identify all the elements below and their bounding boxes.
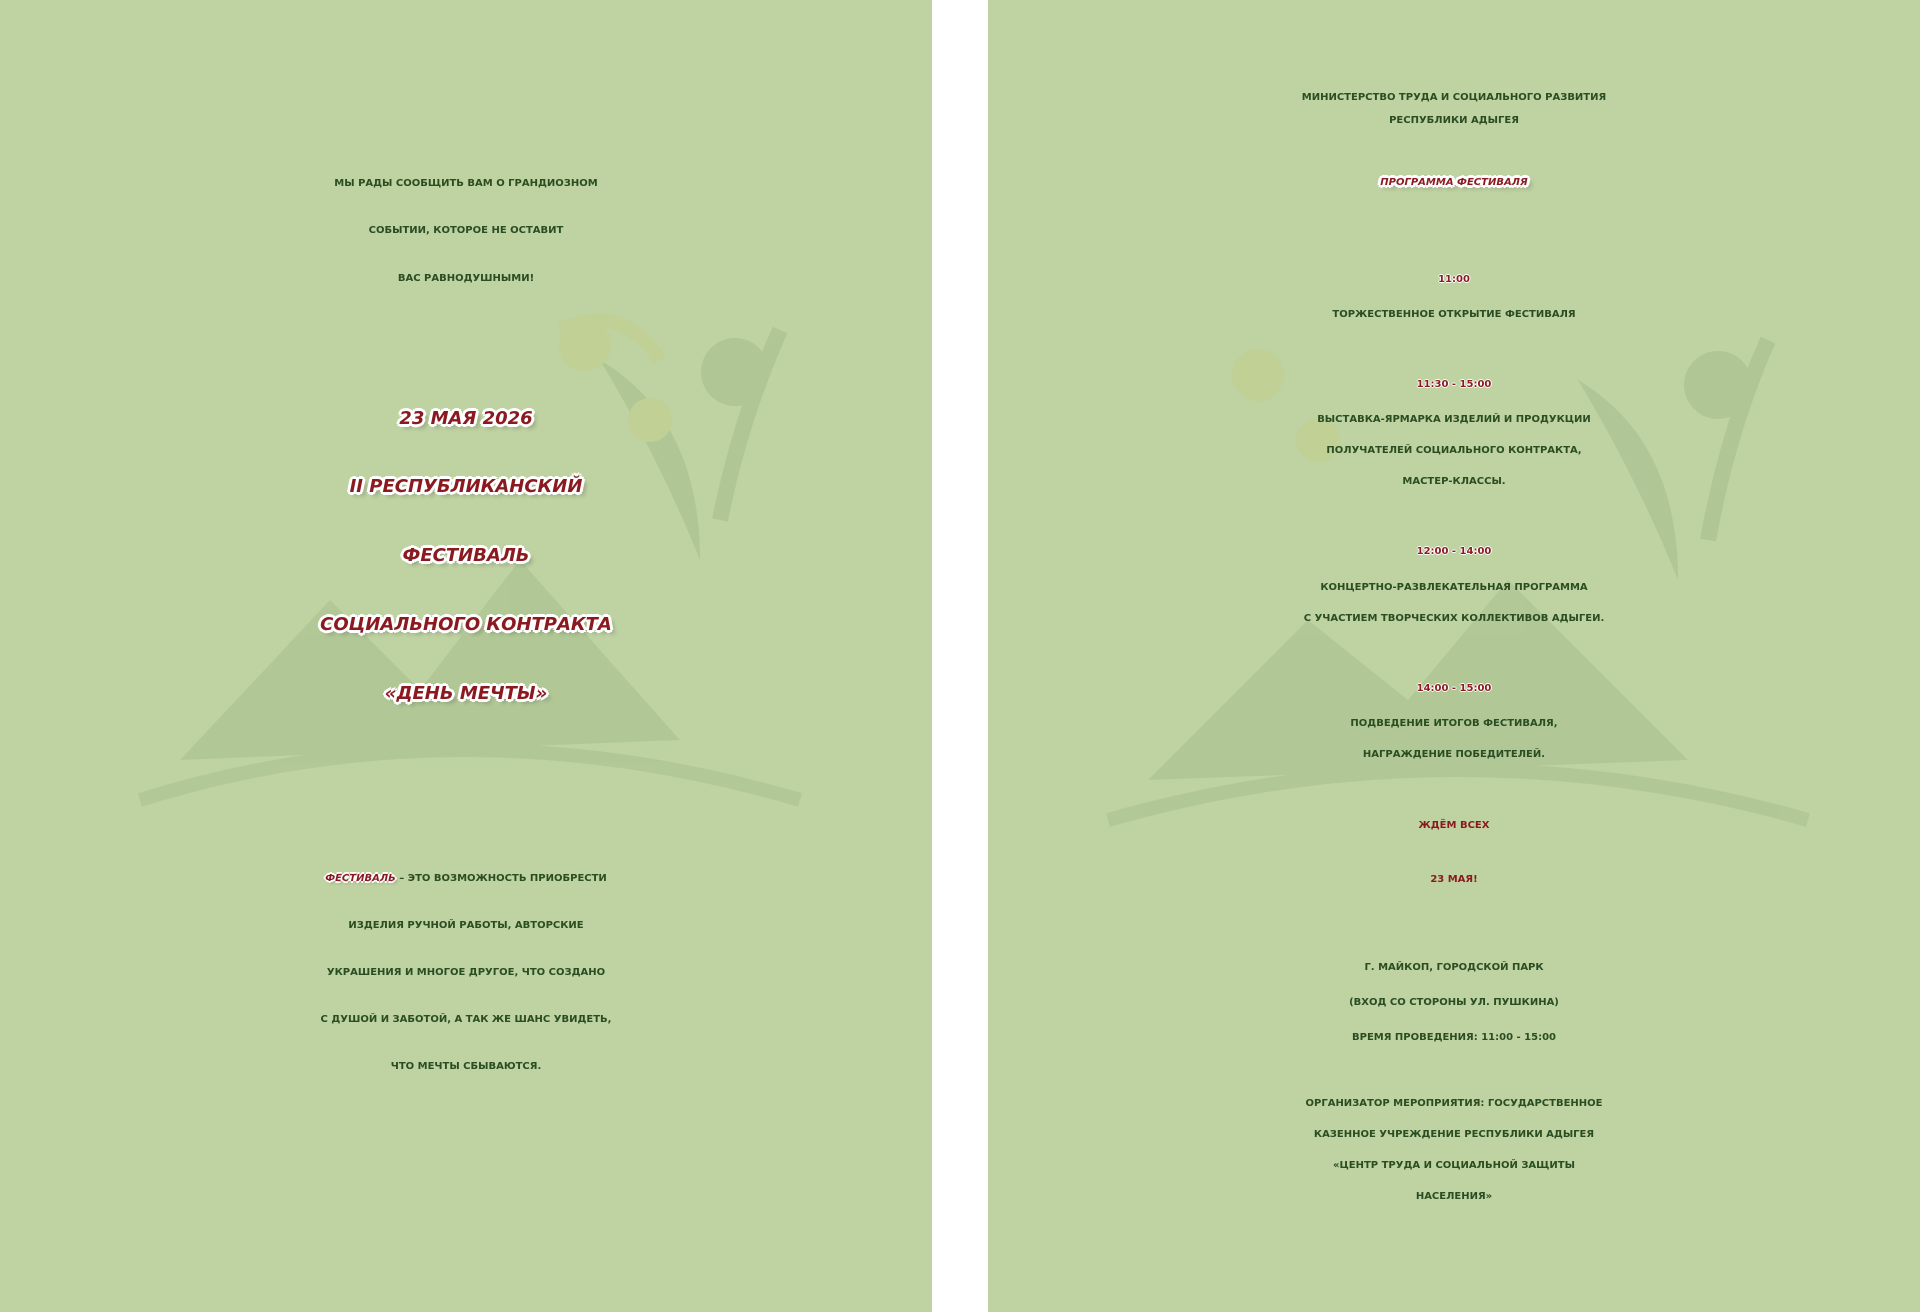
event-time-line: ВРЕМЯ ПРОВЕДЕНИЯ: 11:00 - 15:00 bbox=[1352, 1032, 1556, 1043]
event-title-line: ФЕСТИВАЛЬ bbox=[402, 545, 530, 566]
organizer-line: НАСЕЛЕНИЯ» bbox=[1415, 1191, 1493, 1202]
schedule-item-text: НАГРАЖДЕНИЕ ПОБЕДИТЕЛЕЙ. bbox=[1362, 749, 1546, 760]
event-title-line: СОЦИАЛЬНОГО КОНТРАКТА bbox=[320, 614, 612, 635]
schedule-item-text: ПОЛУЧАТЕЛЕЙ СОЦИАЛЬНОГО КОНТРАКТА, bbox=[1326, 445, 1582, 456]
organizer-line: ОРГАНИЗАТОР МЕРОПРИЯТИЯ: ГОСУДАРСТВЕННОЕ bbox=[1305, 1098, 1603, 1109]
intro-line: МЫ РАДЫ СООБЩИТЬ ВАМ О ГРАНДИОЗНОМ bbox=[334, 178, 598, 189]
schedule-item-text: ПОДВЕДЕНИЕ ИТОГОВ ФЕСТИВАЛЯ, bbox=[1350, 718, 1558, 729]
invitation-panel bbox=[0, 0, 932, 1312]
invitation-date: 23 МАЯ! bbox=[1430, 874, 1478, 885]
festival-description-rest: – ЭТО ВОЗМОЖНОСТЬ ПРИОБРЕСТИ bbox=[395, 873, 607, 884]
schedule-time: 12:00 - 14:00 bbox=[1416, 546, 1492, 557]
festival-description-line: С ДУШОЙ И ЗАБОТОЙ, А ТАК ЖЕ ШАНС УВИДЕТЬ, bbox=[320, 1014, 612, 1025]
schedule-time: 14:00 - 15:00 bbox=[1416, 683, 1492, 694]
organizer-line: «ЦЕНТР ТРУДА И СОЦИАЛЬНОЙ ЗАЩИТЫ bbox=[1333, 1160, 1575, 1171]
organizer-line: КАЗЕННОЕ УЧРЕЖДЕНИЕ РЕСПУБЛИКИ АДЫГЕЯ bbox=[1313, 1129, 1595, 1140]
festival-emblem-watermark bbox=[988, 0, 1920, 1312]
program-title: ПРОГРАММА ФЕСТИВАЛЯ bbox=[1380, 177, 1528, 188]
schedule-time: 11:00 bbox=[1438, 274, 1470, 285]
festival-emblem-watermark bbox=[0, 0, 932, 1312]
festival-description-line: УКРАШЕНИЯ И МНОГОЕ ДРУГОЕ, ЧТО СОЗДАНО bbox=[326, 967, 606, 978]
intro-line: СОБЫТИИ, КОТОРОЕ НЕ ОСТАВИТ bbox=[368, 225, 564, 236]
ministry-name: МИНИСТЕРСТВО ТРУДА И СОЦИАЛЬНОГО РАЗВИТИЯ bbox=[1301, 92, 1607, 103]
schedule-time: 11:30 - 15:00 bbox=[1416, 379, 1492, 390]
schedule-item-text: МАСТЕР-КЛАССЫ. bbox=[1402, 476, 1506, 487]
invitation-call: ЖДЁМ ВСЕХ bbox=[1418, 820, 1490, 831]
event-title-line: «ДЕНЬ МЕЧТЫ» bbox=[384, 683, 548, 704]
festival-description-line bbox=[0, 873, 932, 884]
intro-line: ВАС РАВНОДУШНЫМИ! bbox=[397, 273, 535, 284]
event-date-title: 23 МАЯ 2026 bbox=[399, 408, 533, 429]
program-panel bbox=[988, 0, 1920, 1312]
venue-line: (ВХОД СО СТОРОНЫ УЛ. ПУШКИНА) bbox=[1349, 997, 1559, 1008]
schedule-item-text: ТОРЖЕСТВЕННОЕ ОТКРЫТИЕ ФЕСТИВАЛЯ bbox=[1332, 309, 1576, 320]
ministry-name: РЕСПУБЛИКИ АДЫГЕЯ bbox=[1389, 115, 1519, 126]
festival-description-line: ЧТО МЕЧТЫ СБЫВАЮТСЯ. bbox=[390, 1061, 542, 1072]
schedule-item-text: ВЫСТАВКА-ЯРМАРКА ИЗДЕЛИЙ И ПРОДУКЦИИ bbox=[1317, 414, 1591, 425]
schedule-item-text: КОНЦЕРТНО-РАЗВЛЕКАТЕЛЬНАЯ ПРОГРАММА bbox=[1320, 582, 1588, 593]
festival-word: ФЕСТИВАЛЬ bbox=[325, 873, 396, 884]
schedule-item-text: С УЧАСТИЕМ ТВОРЧЕСКИХ КОЛЛЕКТИВОВ АДЫГЕИ. bbox=[1303, 613, 1605, 624]
venue-line: Г. МАЙКОП, ГОРОДСКОЙ ПАРК bbox=[1364, 962, 1544, 973]
festival-description-line: ИЗДЕЛИЯ РУЧНОЙ РАБОТЫ, АВТОРСКИЕ bbox=[348, 920, 584, 931]
event-title-line: II РЕСПУБЛИКАНСКИЙ bbox=[349, 476, 583, 497]
